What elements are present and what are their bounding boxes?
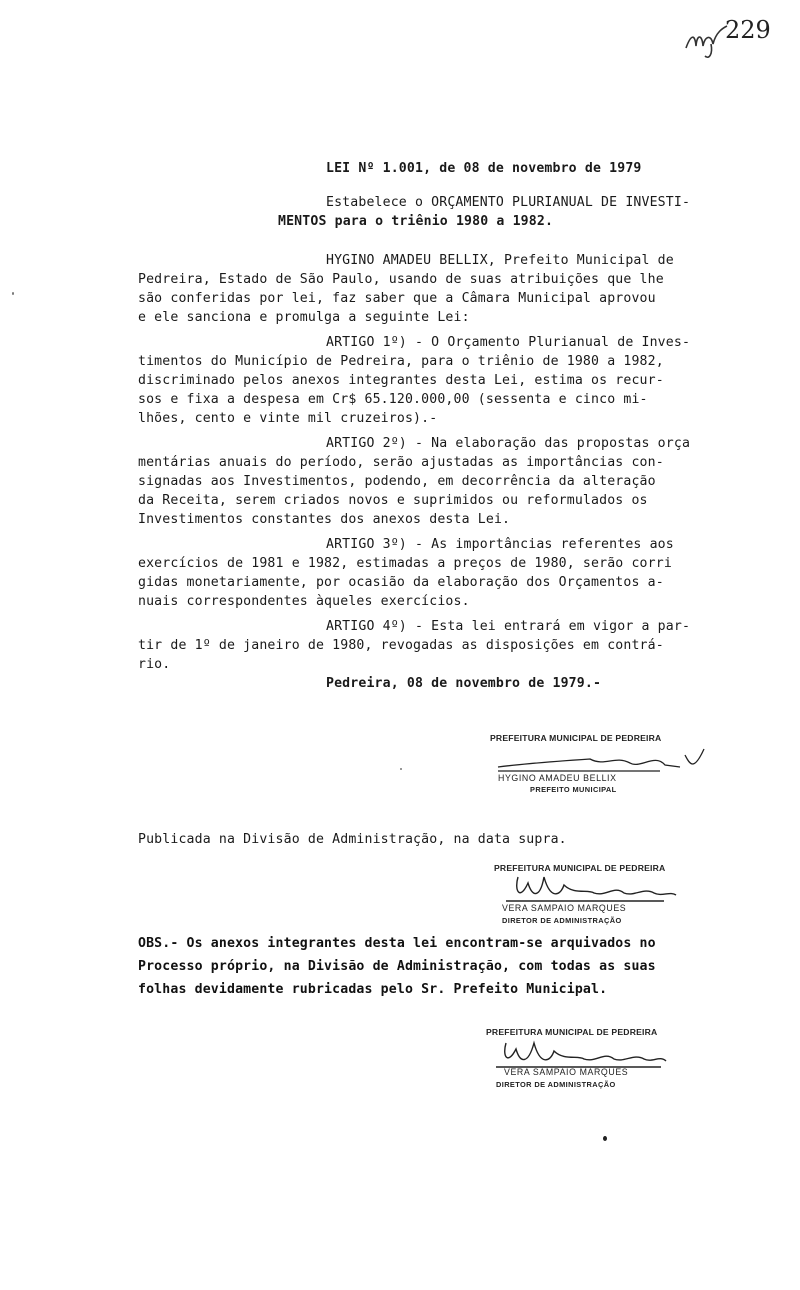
preamble-line: e ele sanciona e promulga a seguinte Lei: (138, 310, 470, 325)
stamp-org: PREFEITURA MUNICIPAL DE PEDREIRA (494, 863, 666, 873)
scan-speck (400, 768, 402, 770)
observation-line: folhas devidamente rubricadas pelo Sr. Prefeito Municipal. (138, 982, 608, 997)
director-signature-block (486, 1027, 701, 1097)
date-line: Pedreira, 08 de novembro de 1979.- (326, 676, 602, 691)
article-line: timentos do Município de Pedreira, para o triênio de 1980 a 1982, (138, 354, 664, 369)
handwritten-signature-icon (494, 871, 704, 905)
folio-number: 229 (725, 16, 771, 44)
ementa-line: Estabelece o ORÇAMENTO PLURIANUAL DE INVESTI- (326, 195, 691, 210)
director-signature-block (494, 863, 704, 933)
observation-line: Processo próprio, na Divisão de Administração, com todas as suas (138, 959, 656, 974)
folio-mark (683, 16, 800, 66)
article-line: tir de 1º de janeiro de 1980, revogadas as disposições em contrá- (138, 638, 664, 653)
preamble-line: Pedreira, Estado de São Paulo, usando de suas atribuições que lhe (138, 272, 664, 287)
article-line: rio. (138, 657, 171, 672)
article-line: Investimentos constantes dos anexos desta Lei. (138, 512, 511, 527)
article-line: mentárias anuais do período, serão ajustadas as importâncias con- (138, 455, 664, 470)
article-line: sos e fixa a despesa em Cr$ 65.120.000,00 (sessenta e cinco mi- (138, 392, 648, 407)
article-line: exercícios de 1981 e 1982, estimadas a preços de 1980, serão corri (138, 556, 672, 571)
article-line: gidas monetariamente, por ocasião da elaboração dos Orçamentos a- (138, 575, 664, 590)
article-line: lhões, cento e vinte mil cruzeiros).- (138, 411, 438, 426)
article-line: discriminado pelos anexos integrantes desta Lei, estima os recur- (138, 373, 664, 388)
article-line: ARTIGO 3º) - As importâncias referentes aos (326, 537, 674, 552)
signer-name: VERA SAMPAIO MARQUES (502, 903, 627, 913)
signer-name: HYGINO AMADEU BELLIX (498, 773, 617, 783)
signer-role: PREFEITO MUNICIPAL (530, 785, 617, 794)
article-line: ARTIGO 2º) - Na elaboração das propostas orça (326, 436, 691, 451)
article-line: signadas aos Investimentos, podendo, em decorrência da alteração (138, 474, 656, 489)
signer-name: VERA SAMPAIO MARQUES (504, 1067, 629, 1077)
stamp-org: PREFEITURA MUNICIPAL DE PEDREIRA (486, 1027, 658, 1037)
publication-line: Publicada na Divisão de Administração, na data supra. (138, 832, 567, 847)
handwritten-signature-icon (486, 1035, 701, 1069)
scan-speck (603, 1136, 607, 1141)
signer-role: DIRETOR DE ADMINISTRAÇÃO (502, 916, 622, 925)
ementa-line: MENTOS para o triênio 1980 a 1982. (278, 214, 554, 229)
article-line: ARTIGO 1º) - O Orçamento Plurianual de Inves- (326, 335, 691, 350)
observation-line: OBS.- Os anexos integrantes desta lei encontram-se arquivados no (138, 936, 656, 951)
mayor-signature-block (490, 733, 720, 803)
article-line: nuais correspondentes àqueles exercícios. (138, 594, 470, 609)
signer-role: DIRETOR DE ADMINISTRAÇÃO (496, 1080, 616, 1089)
stamp-org: PREFEITURA MUNICIPAL DE PEDREIRA (490, 733, 662, 743)
article-line: ARTIGO 4º) - Esta lei entrará em vigor a par- (326, 619, 691, 634)
preamble-line: HYGINO AMADEU BELLIX, Prefeito Municipal de (326, 253, 674, 268)
scan-speck (12, 292, 14, 295)
law-title: LEI Nº 1.001, de 08 de novembro de 1979 (326, 161, 642, 176)
article-line: da Receita, serem criados novos e suprimidos ou reformulados os (138, 493, 648, 508)
preamble-line: são conferidas por lei, faz saber que a Câmara Municipal aprovou (138, 291, 656, 306)
